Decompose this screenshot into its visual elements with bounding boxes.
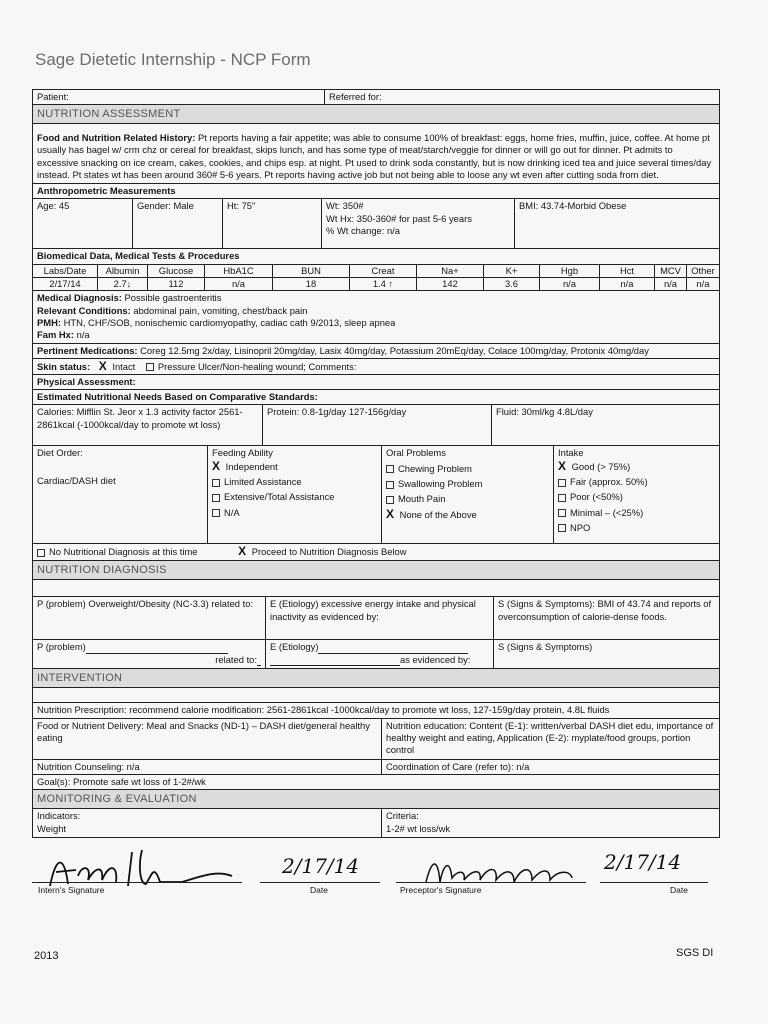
feeding-independent-check[interactable]: X [212,458,221,473]
lab-value: 2.7↓ [97,278,147,290]
lab-value: 1.4 ↑ [349,278,416,290]
referred-label: Referred for: [329,91,382,102]
oral-mouth-pain-checkbox[interactable] [386,496,394,504]
intern-date-line [260,882,380,883]
medical-dx: Possible gastroenteritis [124,292,222,304]
preceptor-signature-label: Preceptor's Signature [400,885,482,895]
intake-npo-checkbox[interactable] [558,524,566,532]
problem-2-label: P (problem) [37,641,86,653]
intern-signature-line [32,882,242,883]
intake-fair-checkbox[interactable] [558,479,566,487]
lab-value: n/a [599,278,654,290]
date-label: Date [310,885,328,895]
lab-header: Creat [349,265,416,277]
problem-2-line [86,653,228,654]
related-line [257,665,261,666]
ncp-form [32,89,720,838]
nutrition-counseling: Nutrition Counseling: n/a [37,760,140,772]
oral-label: Oral Problems [386,447,446,459]
referred-field[interactable] [324,90,719,104]
no-diagnosis-label: No Nutritional Diagnosis at this time [49,546,198,558]
oral-option: None of the Above [399,508,477,520]
patient-field[interactable] [33,90,324,104]
medical-info [33,291,719,342]
feeding-option: Independent [225,460,278,472]
gender-value: Gender: Male [132,199,222,248]
pmh-label: PMH: [37,316,61,328]
diagnosis-etiology: E (Etiology) excessive energy intake and physical inactivity as evidenced by: [265,597,493,639]
fam-hx-label: Fam Hx: [37,329,74,341]
date-label-2: Date [670,885,688,895]
needs-label: Estimated Nutritional Needs Based on Comparative Standards: [37,391,318,403]
medications-label: Pertinent Medications: [37,344,138,356]
coordination-care: Coordination of Care (refer to): n/a [381,760,719,774]
related-to-label: related to: [215,653,257,665]
weight-history: Wt Hx: 350-360# for past 5-6 years [326,212,472,224]
lab-value: 18 [272,278,349,290]
criteria-value: 1-2# wt loss/wk [386,822,451,834]
diagnosis-signs-2[interactable]: S (Signs & Symptoms) [493,640,719,668]
diagnosis-problem-2[interactable] [33,640,265,668]
medications-text: Coreg 12.5mg 2x/day, Lisinopril 20mg/day, Lasix 40mg/day, Potassium 20mEq/day, Colace 100mg/day, Protonix 40mg/day [140,344,649,356]
lab-header: K+ [483,265,539,277]
lab-header: BUN [272,265,349,277]
intake-label: Intake [558,447,584,459]
lab-value: 2/17/14 [49,278,81,290]
lab-value: n/a [539,278,599,290]
section-diagnosis: NUTRITION DIAGNOSIS [33,561,719,579]
evidenced-line [270,665,400,666]
diet-order-value: Cardiac/DASH diet [37,474,116,486]
food-history-text: Pt reports having a fair appetite; was able to consume 100% of breakfast: eggs, home fries, muffin, juice, coffee. At home pt usually has bagel w/ crm chz or cereal for breakfast, skips lunch, and has some type of meat/starch/veggie for dinner or will go out for dinner. Pt admits to excessive snacking on ice cream, cakes, cookies, and chips esp. at night. Pt used to drink soda constantly, but is now drinking iced tea and juice several times/day instead. Pt states wt has been around 360# 5-6 years. Pt reports having active job but not being able to loose any wt even after cutting soda from diet. [37,132,712,180]
calorie-needs: Calories: Mifflin St. Jeor x 1.3 activity factor 2561-2861kcal (-1000kcal/day to promote wt loss) [37,406,243,430]
diagnosis-decision [33,544,719,560]
intake-option: Fair (approx. 50%) [570,476,648,488]
intern-signature-label: Intern's Signature [38,885,105,895]
section-assessment: NUTRITION ASSESSMENT [33,105,719,123]
fluid-needs: Fluid: 30ml/kg 4.8L/day [491,405,719,445]
lab-header: Glucose [147,265,204,277]
intake-poor-checkbox[interactable] [558,494,566,502]
oral-option: Mouth Pain [398,493,446,505]
lab-header: MCV [654,265,686,277]
food-history-label: Food and Nutrition Related History: [37,132,196,143]
medications [33,344,719,358]
signature-area [32,846,718,906]
intake-good-check[interactable]: X [558,458,567,473]
patient-label: Patient: [37,91,69,102]
section-monitoring: MONITORING & EVALUATION [33,790,719,808]
skin-status [33,359,719,374]
feeding-option: Extensive/Total Assistance [224,491,335,503]
lab-value-row [33,278,719,290]
evidenced-by-label: as evidenced by: [400,653,471,665]
diagnosis-signs: S (Signs & Symptoms): BMI of 43.74 and reports of overconsumption of calorie-dense foods. [493,597,719,639]
lab-header: Other [686,265,719,277]
indicator-weight: Weight [37,822,67,834]
proceed-label: Proceed to Nutrition Diagnosis Below [251,546,407,558]
lab-header: Hgb [539,265,599,277]
lab-header: Hct [599,265,654,277]
preceptor-date-line [600,882,708,883]
criteria-label: Criteria: [386,810,419,822]
no-diagnosis-checkbox[interactable] [37,549,45,557]
weight-value: Wt: 350# [326,200,364,212]
lab-value: n/a [654,278,686,290]
conditions-label: Relevant Conditions: [37,304,131,316]
lab-value: n/a [686,278,719,290]
lab-value: n/a [204,278,272,290]
intake-option: NPO [570,521,591,533]
diagnosis-problem: P (problem) Overweight/Obesity (NC-3.3) related to: [37,598,254,610]
criteria [381,809,719,837]
medical-dx-label: Medical Diagnosis: [37,292,122,304]
age-value: Age: 45 [37,200,70,212]
lab-header: Na+ [416,265,483,277]
food-delivery: Food or Nutrient Delivery: Meal and Snacks (ND-1) – DASH diet/general healthy eating [37,719,370,744]
weight-block [321,199,514,248]
indicators-label: Indicators: [37,810,81,822]
footer-year: 2013 [34,950,59,962]
feeding-label: Feeding Ability [212,447,273,459]
form-title: Sage Dietetic Internship - NCP Form [35,50,311,69]
skin-label: Skin status: [37,360,91,372]
etiology-2-label: E (Etiology) [270,641,319,653]
feeding-ability [207,446,381,543]
diet-order [33,446,207,543]
indicators [33,809,381,837]
proceed-check[interactable]: X [238,544,247,559]
oral-chewing-checkbox[interactable] [386,465,394,473]
lab-header: Labs/Date [43,264,87,276]
height-value: Ht: 75" [222,199,321,248]
intake-minimal-checkbox[interactable] [558,509,566,517]
oral-problems [381,446,553,543]
feeding-option: N/A [224,506,240,518]
lab-value: 112 [147,278,204,290]
skin-ulcer-checkbox[interactable] [146,363,154,371]
intake [553,446,719,543]
fam-hx: n/a [76,329,90,341]
nutrition-prescription: Nutrition Prescription: recommend calorie modification: 2561-2861kcal -1000kcal/day to promote wt loss, 127-159g/day protein, 4.8L fluids [37,704,610,716]
lab-header: Albumin [97,265,147,277]
feeding-extensive-checkbox[interactable] [212,494,220,502]
diagnosis-etiology-2[interactable] [265,640,493,668]
footer-code: SGS DI [676,947,714,959]
protein-needs: Protein: 0.8-1g/day 127-156g/day [262,405,491,445]
lab-value: 142 [416,278,483,290]
feeding-option: Limited Assistance [224,476,302,488]
lab-header-row [33,265,719,277]
preceptor-date: 2/17/14 [604,850,682,874]
goals: Goal(s): Promote safe wt loss of 1-2#/wk [37,776,206,788]
intake-option: Poor (<50%) [570,491,623,503]
feeding-limited-checkbox[interactable] [212,479,220,487]
oral-option: Chewing Problem [398,462,472,474]
bmi-value: BMI: 43.74-Morbid Obese [514,199,719,248]
weight-change: % Wt change: n/a [326,225,400,237]
diet-order-label: Diet Order: [37,447,83,459]
skin-intact-check[interactable]: X [98,358,107,373]
intake-option: Minimal – (<25%) [570,506,644,518]
oral-none-check[interactable]: X [386,506,395,521]
food-history [33,131,719,182]
skin-intact-label: Intact [112,360,136,372]
lab-header: HbA1C [204,265,272,277]
feeding-na-checkbox[interactable] [212,509,220,517]
biomedical-label: Biomedical Data, Medical Tests & Procedures [37,250,240,262]
skin-ulcer-label: Pressure Ulcer/Non-healing wound; Comments: [157,360,357,372]
section-intervention: INTERVENTION [33,669,719,687]
nutrition-education: Nutrition education: Content (E-1): written/verbal DASH diet edu, importance of healthy weight and eating, Application (E-2): myplate/food groups, portion control [381,719,719,759]
conditions: abdominal pain, vomiting, chest/back pain [133,304,308,316]
oral-swallowing-checkbox[interactable] [386,481,394,489]
intake-option: Good (> 75%) [571,460,631,472]
physical-assessment-label: Physical Assessment: [37,375,136,387]
anthro-label: Anthropometric Measurements [37,185,176,197]
preceptor-signature-line [396,882,586,883]
pmh: HTN, CHF/SOB, nonischemic cardiomyopathy, cadiac cath 9/2013, sleep apnea [63,316,396,328]
oral-option: Swallowing Problem [398,478,483,490]
lab-value: 3.6 [483,278,539,290]
intern-date: 2/17/14 [282,854,360,878]
